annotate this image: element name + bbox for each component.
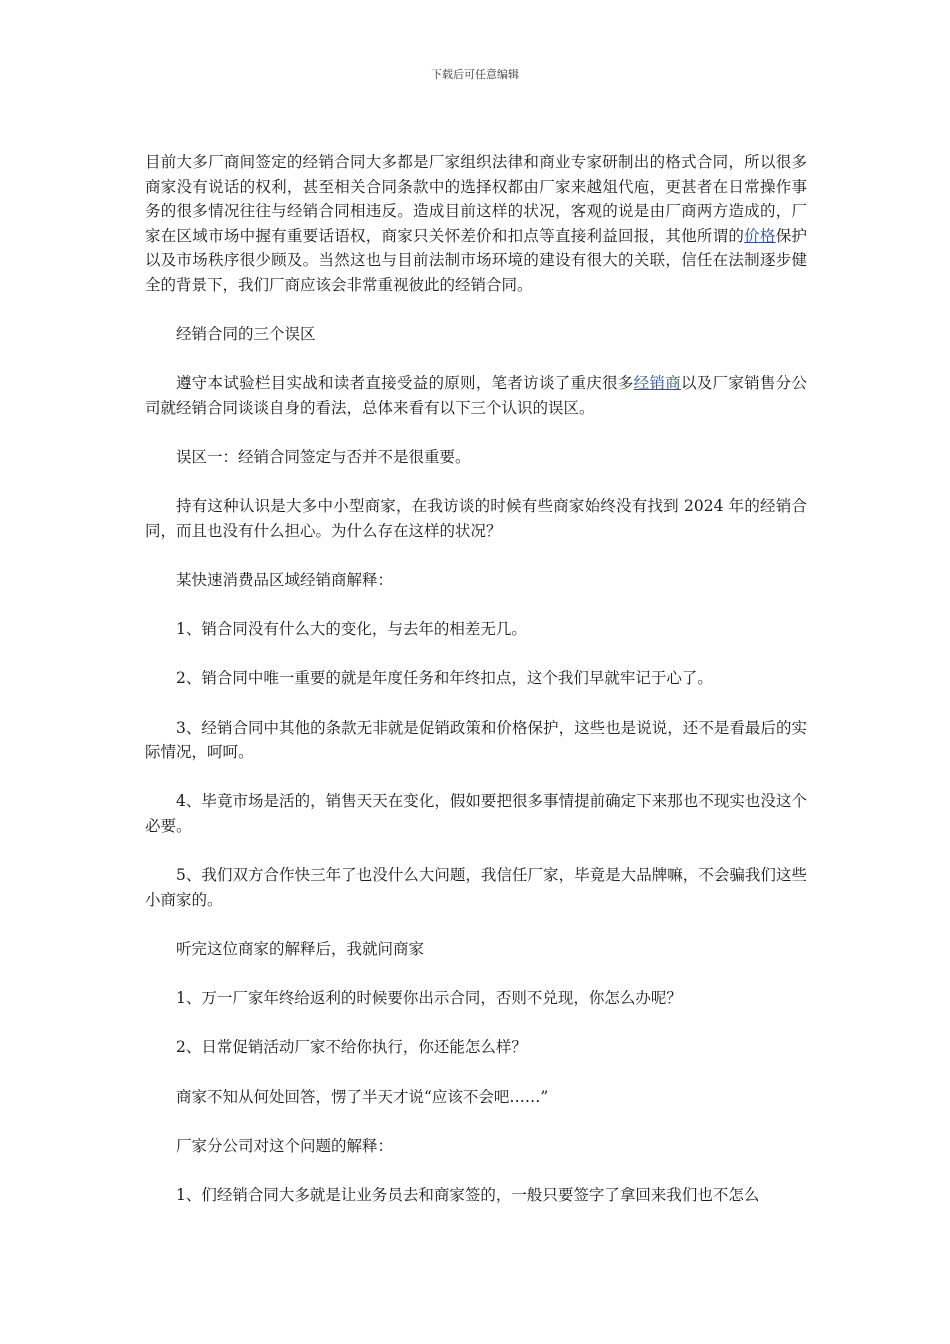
paragraph bbox=[145, 716, 807, 765]
paragraph bbox=[145, 1085, 807, 1110]
paragraph bbox=[145, 150, 807, 298]
paragraph bbox=[145, 568, 807, 593]
document-body bbox=[145, 150, 807, 1232]
paragraph bbox=[145, 986, 807, 1011]
paragraph-text: 误区一：经销合同签定与否并不是很重要。 bbox=[176, 448, 471, 467]
paragraph bbox=[145, 666, 807, 691]
page-header: 下载后可任意编辑 bbox=[431, 68, 519, 81]
paragraph bbox=[145, 1134, 807, 1159]
paragraph bbox=[145, 617, 807, 642]
paragraph bbox=[145, 863, 807, 912]
paragraph-text: 1、销合同没有什么大的变化，与去年的相差无几。 bbox=[176, 620, 527, 639]
inline-link[interactable]: 价格 bbox=[744, 226, 776, 245]
paragraph-text: 以及厂家销售分公司就经销合同谈谈自身的看法，总体来看有以下三个认识的误区。 bbox=[145, 374, 807, 417]
paragraph bbox=[145, 494, 807, 543]
inline-link[interactable]: 经销商 bbox=[633, 374, 681, 393]
paragraph-text: 5、我们双方合作快三年了也没什么大问题，我信任厂家，毕竟是大品牌嘛，不会骗我们这些小商家的。 bbox=[145, 866, 807, 909]
paragraph-text: 1、万一厂家年终给返利的时候要你出示合同，否则不兑现，你怎么办呢？ bbox=[176, 989, 682, 1008]
paragraph bbox=[145, 322, 807, 347]
paragraph-text: 听完这位商家的解释后，我就问商家 bbox=[176, 940, 425, 958]
paragraph-text: 经销合同的三个误区 bbox=[176, 325, 316, 344]
paragraph bbox=[145, 445, 807, 470]
paragraph-text: 商家不知从何处回答，愣了半天才说“应该不会吧……” bbox=[176, 1087, 549, 1106]
paragraph-text: 1、们经销合同大多就是让业务员去和商家签的，一般只要签字了拿回来我们也不怎么 bbox=[176, 1185, 760, 1204]
paragraph-text: 保护以及市场秩序很少顾及。当然这也与目前法制市场环境的建设有很大的关联，信任在法制逐步健全的背景下，我们厂商应该会非常重视彼此的经销合同。 bbox=[145, 226, 807, 294]
paragraph-text: 某快速消费品区域经销商解释： bbox=[176, 571, 394, 590]
paragraph bbox=[145, 789, 807, 838]
paragraph-text: 持有这种认识是大多中小型商家，在我访谈的时候有些商家始终没有找到 2024 年的经销合同，而且也没有什么担心。为什么存在这样的状况？ bbox=[145, 497, 807, 540]
paragraph bbox=[145, 937, 807, 962]
paragraph-text: 3、经销合同中其他的条款无非就是促销政策和价格保护，这些也是说说，还不是看最后的实际情况，呵呵。 bbox=[145, 718, 807, 762]
paragraph-text: 遵守本试验栏目实战和读者直接受益的原则，笔者访谈了重庆很多 bbox=[176, 374, 634, 393]
paragraph-text: 2、销合同中唯一重要的就是年度任务和年终扣点，这个我们早就牢记于心了。 bbox=[176, 669, 713, 688]
paragraph-text: 4、毕竟市场是活的，销售天天在变化，假如要把很多事情提前确定下来那也不现实也没这个必要。 bbox=[145, 792, 807, 836]
paragraph bbox=[145, 371, 807, 420]
paragraph-text: 2、日常促销活动厂家不给你执行，你还能怎么样？ bbox=[176, 1038, 527, 1057]
paragraph-text: 目前大多厂商间签定的经销合同大多都是厂家组织法律和商业专家研制出的格式合同，所以很多商家没有说话的权利，甚至相关合同条款中的选择权都由厂家来越俎代庖，更甚者在日常操作事务的很多情况往往与经销合同相违反。造成目前这样的状况，客观的说是由厂商两方造成的，厂家在区域市场中握有重要话语权，商家只关怀差价和扣点等直接利益回报，其他所谓的 bbox=[145, 153, 807, 245]
paragraph-text: 厂家分公司对这个问题的解释： bbox=[176, 1136, 394, 1155]
paragraph bbox=[145, 1183, 807, 1208]
paragraph bbox=[145, 1035, 807, 1060]
